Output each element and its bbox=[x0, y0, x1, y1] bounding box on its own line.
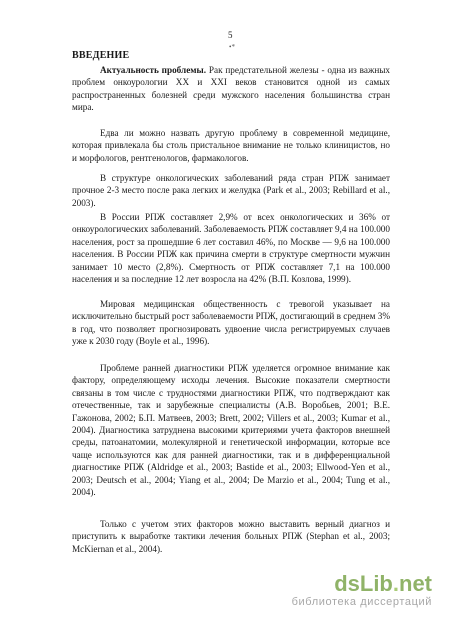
paragraph-structure: В структуре онкологических заболеваний ряда стран РПЖ занимает прочное 2-3 место после рака легких и желудка (Park et al., 2003; Rebillard et al., 2003). bbox=[72, 173, 390, 208]
scan-mark: •* bbox=[229, 43, 235, 51]
paragraph-diagnostics: Проблеме ранней диагностики РПЖ уделяется огромное внимание как фактору, определяющему исходы лечения. Высокие показатели смертности связаны в том числе с трудностями диагностики РПЖ, что подтверждают как отечественные, так и зарубежные специалисты (А.В. Воробьев, 2001; В.Е. Гажонова, 2002; Б.П. Матвеев, 2003; Brett, 2002; Villers et al., 2003; Kumar et al., 2004). Диагностика затруднена высокими критериями учета факторов внешней среды, патоанатомии, молекулярной и генетической информации, которые все чаще используются как для ранней диагностики, так и в дифференциальной диагностике РПЖ (Aldridge et al., 2003; Bastide et al., 2003; Ellwood-Yen et al., 2003; Deutsch et al., 2004; Yiang et al., 2004; De Marzio et al., 2004; Tung et al., 2004). bbox=[72, 363, 390, 498]
paragraph-conclusion: Только с учетом этих факторов можно выставить верный диагноз и приступить к выработке тактики лечения больных РПЖ (Stephan et al., 2003; McKiernan et al., 2004). bbox=[72, 519, 390, 554]
watermark-brand bbox=[292, 572, 432, 596]
watermark-brand-main: dsLib bbox=[334, 571, 393, 596]
paragraph-relevance bbox=[72, 64, 390, 114]
watermark-logo bbox=[292, 572, 432, 608]
paragraph-world-growth: Мировая медицинская общественность с тревогой указывает на исключительно быстрый рост заболеваемости РПЖ, достигающий в среднем 3% в год, что позволяет прогнозировать удвоение числа регистрируемых случаев уже к 2030 году (Boyle et al., 1996). bbox=[72, 299, 390, 347]
watermark-brand-tld: net bbox=[399, 571, 432, 596]
page-number: 5 bbox=[228, 30, 233, 40]
paragraph-attention: Едва ли можно назвать другую проблему в современной медицине, которая привлекала бы столь пристальное внимание не только клиницистов, но и морфологов, рентгенологов, фармакологов. bbox=[72, 128, 390, 163]
paragraph-russia-stats: В России РПЖ составляет 2,9% от всех онкологических и 36% от онкоурологических заболеваний. Заболеваемость РПЖ составляет 9,4 на 100.000 населения, рост за прошедшие 6 лет составил 46%, по Москве — 9,6 на 100.000 населения. В России РПЖ как причина смерти в структуре смертности мужчин занимает 10 место (2,8%). Смертность от РПЖ составляет 7,1 на 100.000 населения и за последние 12 лет возросла на 42% (В.П. Козлова, 1999). bbox=[72, 212, 390, 285]
section-heading: ВВЕДЕНИЕ bbox=[72, 50, 130, 61]
paragraph-text: Рак предстательной железы - одна из важных проблем онкоурологии XX и XXI веков становится одной из самых распространенных болезней среди мужского населения большинства стран мира. bbox=[72, 65, 391, 113]
watermark-subtitle: библиотека диссертаций bbox=[291, 596, 432, 608]
paragraph-lead-bold: Актуальность проблемы. bbox=[100, 65, 207, 75]
watermark-brand-dot: . bbox=[392, 571, 399, 596]
